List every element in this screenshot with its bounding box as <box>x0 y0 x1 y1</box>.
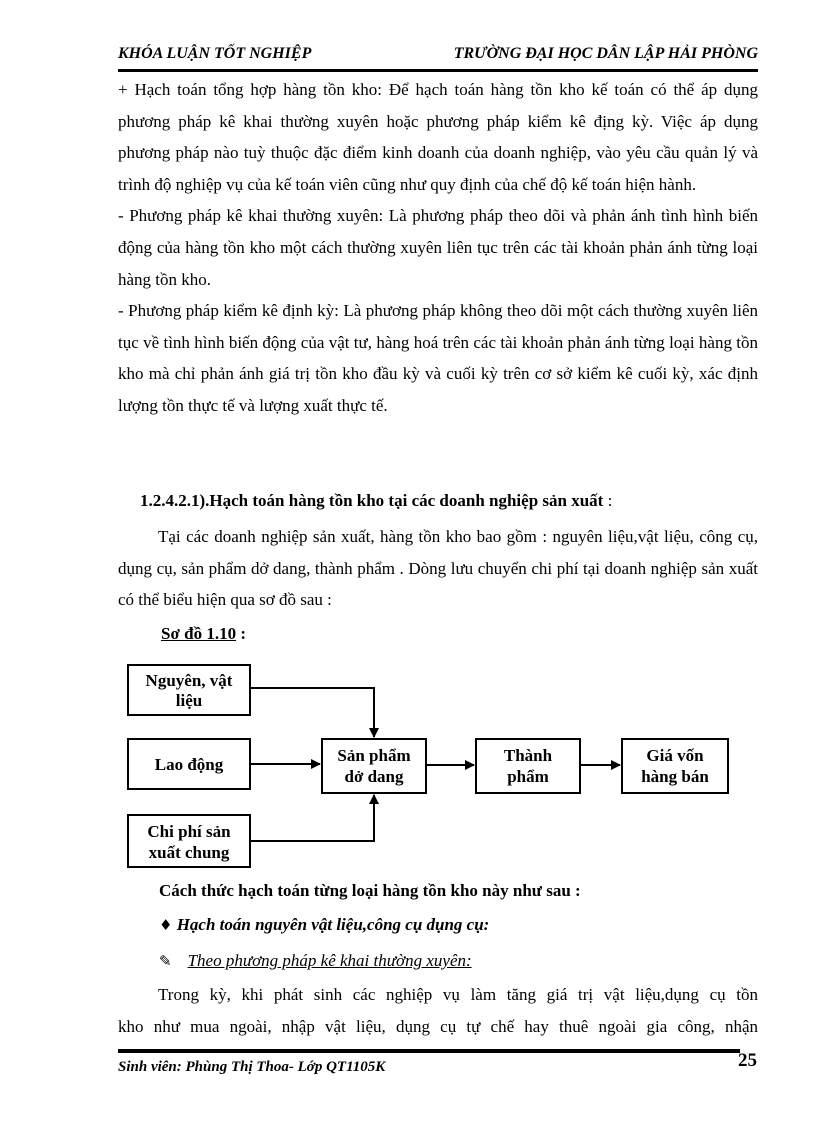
header-rule <box>118 69 758 72</box>
thesis-label: KHÓA LUẬN TỐT NGHIỆP <box>118 45 312 62</box>
box-chi-phi-line2: xuất chung <box>148 843 230 862</box>
diagram-caption-text: Sơ đồ 1.10 <box>161 624 237 643</box>
footer-rule <box>118 1049 740 1053</box>
section-heading <box>140 491 612 511</box>
box-thanh-pham-line2: phẩm <box>507 767 549 786</box>
box-lao-dong <box>128 739 250 789</box>
box-nguyen-vat-lieu <box>128 665 250 715</box>
paragraph-general-accounting: + Hạch toán tổng hợp hàng tồn kho: Để hạch toán hàng tồn kho kế toán có thể áp dụng phương pháp kê khai thường xuyên hoặc phương pháp kiểm kê địng kỳ. Việc áp dụng phương pháp nào tuỳ thuộc đặc điểm kinh doanh của doanh nghiệp, vào yêu cầu quản lý và trình độ nghiệp vụ của kế toán viên cũng như quy định của chế độ kế toán hiện hành. <box>118 80 758 194</box>
box-lao-dong-label: Lao động <box>154 755 224 774</box>
box-thanh-pham <box>476 739 580 793</box>
section-paragraph: Tại các doanh nghiệp sản xuất, hàng tồn kho bao gồm : nguyên liệu,vật liệu, công cụ, dụng cụ, sản phẩm dở dang, thành phẩm . Dòng lưu chuyển chi phí tại doanh nghiệp sản xuất có thể biểu hiện qua sơ đồ sau : <box>118 527 758 610</box>
method-subheading-text: Theo phương pháp kê khai thường xuyên: <box>187 951 472 970</box>
university-label: TRƯỜNG ĐẠI HỌC DÂN LẬP HẢI PHÒNG <box>453 45 758 62</box>
method-heading: Cách thức hạch toán từng loại hàng tồn kho này như sau : <box>159 881 581 900</box>
arrow-overhead-to-wip <box>250 795 374 841</box>
box-san-pham-do-dang <box>322 739 426 793</box>
intro-text <box>118 74 758 422</box>
section-heading-text: 1.2.4.2.1).Hạch toán hàng tồn kho tại các doanh nghiệp sản xuất <box>140 491 604 510</box>
box-san-pham-line1: Sản phẩm <box>337 746 411 765</box>
arrow-materials-to-wip <box>250 688 374 737</box>
box-gia-von-line2: hàng bán <box>641 767 709 786</box>
box-thanh-pham-line1: Thành <box>503 746 553 765</box>
diagram-caption-colon: : <box>236 624 246 643</box>
cost-flow-diagram <box>110 655 750 870</box>
closing-line-1: Trong kỳ, khi phát sinh các nghiệp vụ làm tăng giá trị vật liệu,dụng cụ tồn <box>158 985 758 1004</box>
pencil-icon: ✎ <box>159 952 172 970</box>
paragraph-periodic-method: - Phương pháp kiểm kê định kỳ: Là phương pháp không theo dõi một cách thường xuyên liên tục về tình hình biến động của vật tư, hàng hoá trên các tài khoản phản ánh từng loại hàng tồn kho mà chỉ phản ánh giá trị tồn kho đầu kỳ và cuối kỳ trên cơ sở kiểm kê cuối kỳ, xác định lượng tồn thực tế và lượng xuất thực tế. <box>118 301 758 415</box>
section-paragraph-block <box>118 521 758 616</box>
box-gia-von-line1: Giá vốn <box>646 746 704 765</box>
box-gia-von-hang-ban <box>622 739 728 793</box>
diagram-caption <box>161 624 246 644</box>
closing-line-2: kho như mua ngoài, nhập vật liệu, dụng cụ tự chế hay thuê ngoài gia công, nhận <box>118 1016 758 1036</box>
footer-student: Sinh viên: Phùng Thị Thoa- Lớp QT1105K <box>118 1059 386 1075</box>
box-san-pham-line2: dở dang <box>344 767 404 786</box>
method-subheading <box>159 951 472 971</box>
paragraph-perpetual-method: - Phương pháp kê khai thường xuyên: Là phương pháp theo dõi và phản ánh tình hình biến động của hàng tồn kho một cách thường xuyên liên tục trên các tài khoản phản ánh từng loại hàng tồn kho. <box>118 206 758 289</box>
box-nguyen-vat-lieu-line1: Nguyên, vật <box>145 671 233 690</box>
box-chi-phi-san-xuat-chung <box>128 815 250 867</box>
bullet-text: Hạch toán nguyên vật liệu,công cụ dụng cụ: <box>176 915 490 934</box>
box-nguyen-vat-lieu-line2: liệu <box>175 691 203 710</box>
section-heading-colon: : <box>603 491 613 510</box>
bullet-item <box>159 915 489 935</box>
box-chi-phi-line1: Chi phí sản <box>147 822 231 841</box>
page-number: 25 <box>738 1050 757 1071</box>
diamond-bullet-icon: ♦ <box>159 916 173 934</box>
closing-paragraph <box>118 979 758 1042</box>
